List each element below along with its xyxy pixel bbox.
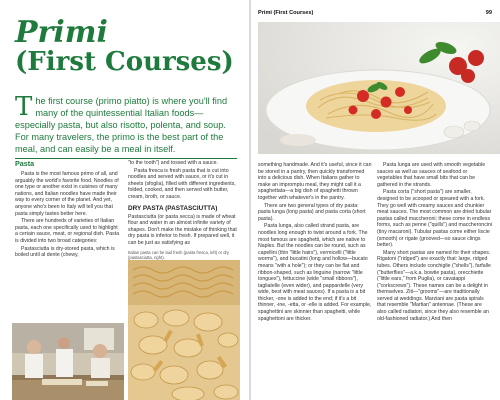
chapter-title-italian: Primi <box>15 15 108 50</box>
paragraph: "to the tooth") and tossed with a sauce. <box>128 160 218 166</box>
right-column-1 <box>258 162 372 323</box>
paragraph: Pasta is the most famous primo of all, and arguably the world's favorite food. Noodles of one type or another exist in cuisines of many nations, and Italian noodles have made their way to every corner of the planet. And yet, anyone who's been to Italy will tell you that pasta simply tastes better here. <box>15 171 119 217</box>
left-column-1 <box>15 160 121 260</box>
section-divider <box>15 158 237 159</box>
photo-spaghetti-dish <box>258 22 500 154</box>
intro-text: he first course (primo piatto) is where you'll find many of the quintessential Italian foods—especially pasta, but also risotto, polenta, and soup. For many travelers, the primo is the best part of the meal, and can easily be a meal in itself. <box>15 96 228 154</box>
paragraph: something handmade. And it's useful, since it can be stored in a pantry, then quickly transformed into a delicious dish. When Italians gather to make an impromptu meal, they might call it a spaghettata—a big dish of spaghetti thrown together with whatever's in the pantry. <box>258 162 372 201</box>
drop-cap: T <box>15 92 33 122</box>
right-page <box>251 0 500 400</box>
photo-pasta-makers <box>12 323 124 400</box>
left-page <box>0 0 249 400</box>
paragraph: Pasta lunga are used with smooth vegetable sauces as well as sauces of seafood or vegetables that have small bits that can be gathered in the strands. <box>377 162 486 188</box>
left-column-2 <box>128 160 240 260</box>
paragraph: Pasta fresca is fresh pasta that is cut into noodles and served with sauce, or it's cut in sheets (sfoglia), filled with different ingredients, folded, cooked, and then served with butter, cream, broth, or sauce. <box>128 167 236 200</box>
right-column-2 <box>377 162 492 323</box>
paragraph: Pasta corta ("short pasta") are smaller, designed to be scooped or speared with a fork. They go well with creamy sauces and chunkier meat sauces. The most common are dried tubular pastas called maccheroni; these come in endless forms, such as penne ("quills") and maccheroncini (tiny macaroni). Tubular pastas come either liscie (smooth) or rigate (grooved—so sauce clings better). <box>377 189 492 249</box>
photo-caption: Italian pasta can be laid fresh (pasta fresca, left) or dry (pastasciutta, right). <box>128 249 230 260</box>
page-number: 99 <box>485 10 492 16</box>
running-head: Primi (First Courses) <box>258 10 314 16</box>
paragraph: There are hundreds of varieties of Italian pasta, each one specifically used to highlight a certain sauce, meat, or regional dish. Pasta is divided into two broad categories: <box>15 218 120 244</box>
chapter-title-english: (First Courses) <box>15 47 234 77</box>
paragraph: Many short pastas are named for their shapes. Rigatoni ("ridged") are exactly that: large, ridged tubes. Others include conchiglie ("shells"), farfalle ("butterflies"—a.k.a. bowtie pasta), orecchiette ("little ears," from Puglia), or cavatappi ("corkscrews"). These names can be a delight in themselves. Ziti—"grooms"—are traditionally served at weddings. Marziani are pasta spirals that resemble "Martian" antennae. (These are also called radiatori, since they also resemble an old-fashioned radiator.) And then <box>377 249 491 322</box>
paragraph: Pasta lunga, also called strand pasta, are noodles long enough to twist around a fork. The most famous are spaghetti, which are native to Naples. But the noodles can be round, such as capellini (thin "little hairs"), vermicelli ("little worms"), and bucatini (long and hollow—bucato means "with a hole"); or they can be flat and ribbon-shaped, such as linguine (narrow "little tongues"), fettuccine (wide "small ribbons"), tagliatelle (even wider), and pappardelle (very wide, best with meat sauces). If a pasta is a bit thicker, -one is added to the end; if it's a bit thinner, -ine, -etta, or -elle is added. For example, spaghettini are skinnier than spaghetti, while spaghettoni are thicker. <box>258 223 372 322</box>
paragraph: There are two general types of dry pasta: pasta lunga (long pasta) and pasta corta (short pasta). <box>258 202 366 222</box>
subheading-dry-pasta: DRY PASTA (PASTASCIUTTA) <box>128 204 218 212</box>
paragraph: Pastasciutta is dry-stored pasta, which is boiled until al dente (chewy, <box>15 245 115 259</box>
photo-dry-pasta-assortment <box>128 260 240 400</box>
intro-paragraph <box>15 92 237 155</box>
section-heading-pasta: Pasta <box>15 159 35 168</box>
paragraph: Pastasciutta (or pasta secca) is made of wheat flour and water in an almost infinite variety of shapes. Don't make the mistake of thinking that dry pasta is inferior to fresh. If prepared well, it can be just as satisfying as <box>128 213 237 246</box>
